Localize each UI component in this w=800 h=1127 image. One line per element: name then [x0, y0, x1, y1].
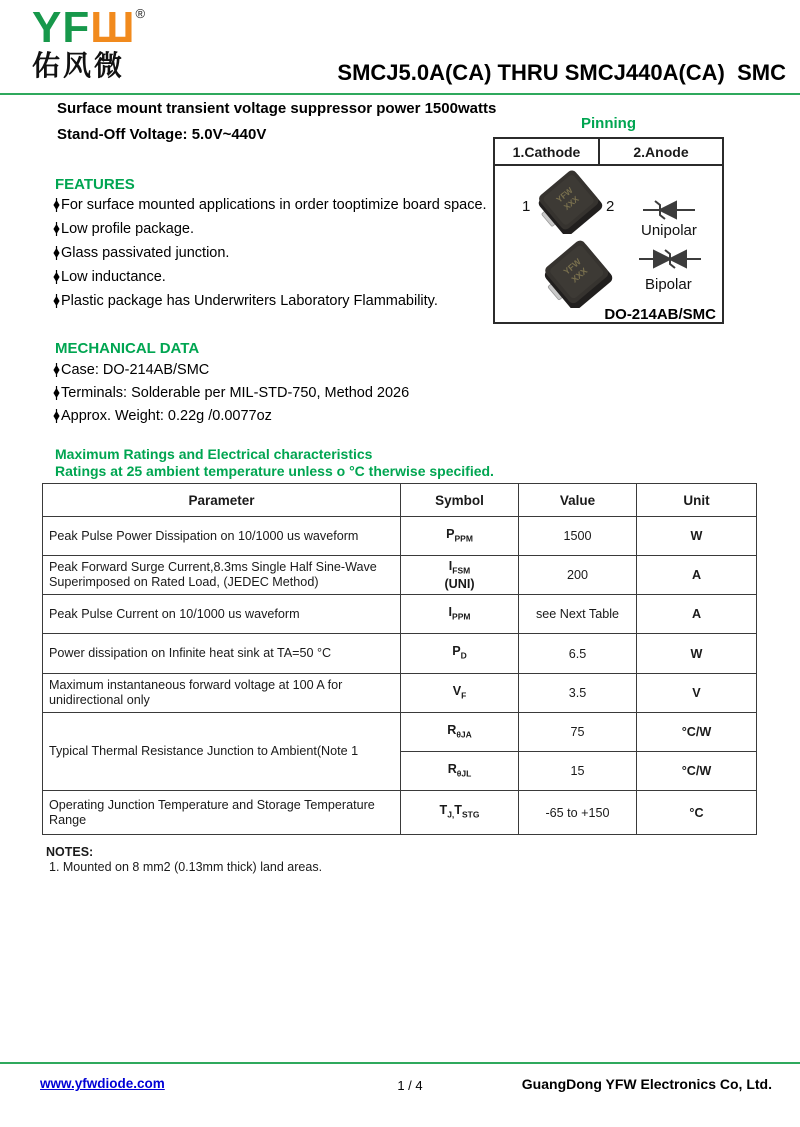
symbol-cell: $P_{PPM}$ — [401, 517, 519, 556]
pin2-anode-label: 2.Anode — [633, 143, 689, 160]
list-item — [52, 220, 502, 238]
symbol-cell: $V_F$ — [401, 674, 519, 713]
value-cell: 1500 — [519, 517, 637, 556]
registered-trademark-icon: ® — [135, 6, 147, 21]
col-header-unit: Unit — [637, 484, 757, 517]
table-row — [43, 791, 757, 835]
col-header-symbol: Symbol — [401, 484, 519, 517]
value-cell: 6.5 — [519, 634, 637, 674]
unit-cell: A — [637, 595, 757, 634]
features-list — [52, 196, 502, 316]
list-item — [52, 361, 512, 379]
table-row — [43, 713, 757, 752]
table-row — [43, 595, 757, 634]
package-name: DO-214AB/SMC — [604, 306, 716, 323]
symbol-cell: $P_D$ — [401, 634, 519, 674]
feature-text: Plastic package has Underwriters Laboratory Flammability. — [61, 293, 438, 309]
ratings-heading-line1: Maximum Ratings and Electrical characteristics — [55, 446, 373, 462]
bipolar-label: Bipolar — [645, 276, 692, 293]
logo-chinese-name: 佑风微 — [32, 50, 126, 81]
table-header-row — [43, 484, 757, 517]
parameter-cell: Peak Pulse Current on 10/1000 us waveform — [43, 595, 401, 634]
value-cell: 3.5 — [519, 674, 637, 713]
value-cell: 15 — [519, 752, 637, 791]
value-cell: see Next Table — [519, 595, 637, 634]
list-item — [52, 384, 512, 402]
pin1-cathode-label: 1.Cathode — [495, 139, 600, 164]
value-cell: 75 — [519, 713, 637, 752]
unit-cell: W — [637, 634, 757, 674]
note-item: 1. Mounted on 8 mm2 (0.13mm thick) land areas. — [49, 860, 323, 874]
diamond-bullet-icon — [52, 198, 61, 212]
bipolar-diode-symbol-icon — [639, 248, 701, 270]
unipolar-label: Unipolar — [641, 222, 697, 239]
unit-cell: °C/W — [637, 752, 757, 791]
list-item — [52, 407, 512, 425]
pinning-panel — [493, 137, 724, 324]
symbol-cell: $I_{PPM}$ — [401, 595, 519, 634]
unit-cell: V — [637, 674, 757, 713]
unipolar-diode-symbol-icon — [643, 199, 695, 221]
diamond-bullet-icon — [52, 386, 61, 400]
page-title: SMCJ5.0A(CA) THRU SMCJ440A(CA) SMC — [337, 60, 786, 85]
logo-wordmark: YFШ® — [32, 3, 147, 52]
feature-text: For surface mounted applications in order tooptimize board space. — [61, 197, 487, 213]
list-item — [52, 292, 502, 310]
parameter-cell: Maximum instantaneous forward voltage at 100 A for unidirectional only — [43, 674, 401, 713]
list-item — [52, 268, 502, 286]
parameter-cell: Peak Pulse Power Dissipation on 10/1000 us waveform — [43, 517, 401, 556]
table-row — [43, 634, 757, 674]
diamond-bullet-icon — [52, 363, 61, 377]
subtitle-power: Surface mount transient voltage suppressor power 1500watts — [57, 100, 497, 117]
parameter-cell: Typical Thermal Resistance Junction to Ambient(Note 1 — [43, 713, 401, 791]
notes-heading: NOTES: — [46, 845, 94, 859]
header-divider — [0, 93, 800, 95]
list-item — [52, 196, 502, 214]
mechanical-text: Approx. Weight: 0.22g /0.0077oz — [61, 408, 272, 424]
ratings-heading — [55, 446, 494, 480]
feature-text: Low profile package. — [61, 221, 194, 237]
mechanical-text: Case: DO-214AB/SMC — [61, 362, 210, 378]
pinning-header-row — [495, 139, 722, 166]
value-cell: -65 to +150 — [519, 791, 637, 835]
diamond-bullet-icon — [52, 270, 61, 284]
symbol-cell: $I_{FSM}$ (UNI) — [401, 556, 519, 595]
symbol-cell: $T_{J,}T_{STG}$ — [401, 791, 519, 835]
features-heading: FEATURES — [55, 176, 135, 193]
company-logo — [32, 3, 147, 81]
unit-cell: °C — [637, 791, 757, 835]
smc-package-photo — [533, 168, 605, 234]
ratings-table — [42, 483, 757, 835]
table-row — [43, 517, 757, 556]
diamond-bullet-icon — [52, 246, 61, 260]
website-link[interactable]: www.yfwdiode.com — [40, 1076, 165, 1091]
pin2-number: 2 — [606, 198, 615, 215]
diamond-bullet-icon — [52, 294, 61, 308]
table-row — [43, 674, 757, 713]
unit-cell: W — [637, 517, 757, 556]
table-row — [43, 556, 757, 595]
symbol-cell: $R_{\theta JL}$ — [401, 752, 519, 791]
mechanical-text: Terminals: Solderable per MIL-STD-750, Method 2026 — [61, 385, 410, 401]
unit-cell: A — [637, 556, 757, 595]
pinning-body — [495, 166, 722, 326]
unit-cell: °C/W — [637, 713, 757, 752]
ratings-heading-line2: Ratings at 25 ambient temperature unless o °C therwise specified. — [55, 463, 494, 479]
parameter-cell: Power dissipation on Infinite heat sink at TA=50 °C — [43, 634, 401, 674]
symbol-cell: $R_{\theta JA}$ — [401, 713, 519, 752]
pinning-heading: Pinning — [581, 115, 636, 132]
list-item — [52, 244, 502, 262]
footer-divider — [0, 1062, 800, 1064]
diamond-bullet-icon — [52, 222, 61, 236]
diamond-bullet-icon — [52, 409, 61, 423]
company-name: GuangDong YFW Electronics Co, Ltd. — [521, 1076, 772, 1092]
smc-package-photo — [539, 238, 615, 308]
mechanical-data-list — [52, 361, 512, 430]
subtitle-standoff-voltage: Stand-Off Voltage: 5.0V~440V — [57, 126, 267, 143]
page-number: 1 / 4 — [397, 1078, 423, 1093]
feature-text: Low inductance. — [61, 269, 166, 285]
col-header-parameter: Parameter — [43, 484, 401, 517]
value-cell: 200 — [519, 556, 637, 595]
parameter-cell: Operating Junction Temperature and Storage Temperature Range — [43, 791, 401, 835]
pin1-number: 1 — [522, 198, 531, 215]
mechanical-data-heading: MECHANICAL DATA — [55, 340, 200, 357]
col-header-value: Value — [519, 484, 637, 517]
feature-text: Glass passivated junction. — [61, 245, 230, 261]
parameter-cell: Peak Forward Surge Current,8.3ms Single Half Sine-Wave Superimposed on Rated Load, (JEDEC Method) — [43, 556, 401, 595]
